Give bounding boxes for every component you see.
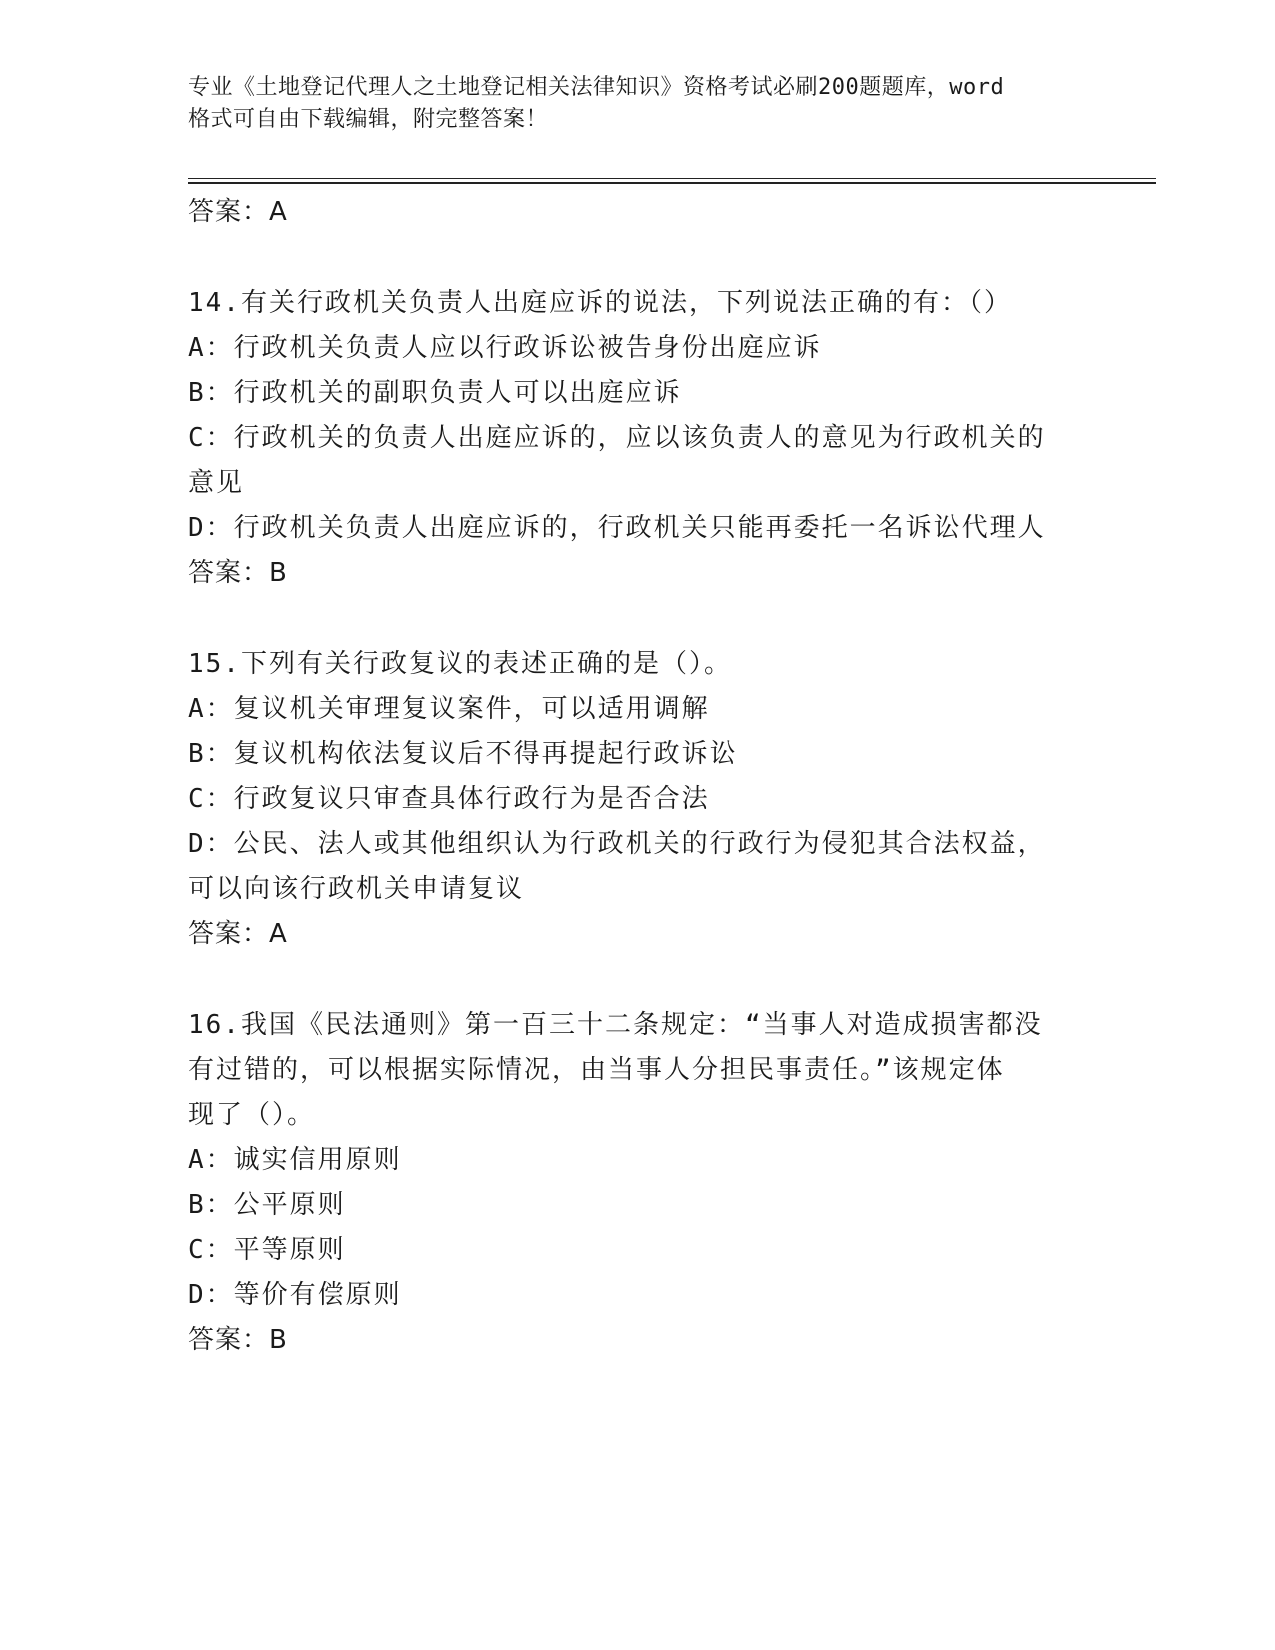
option-d: D：等价有偿原则 — [188, 1280, 402, 1310]
header-line: 格式可自由下载编辑，附完整答案！ — [188, 107, 549, 132]
option-d: D：公民、法人或其他组织认为行政机关的行政行为侵犯其合法权益， — [188, 829, 1046, 859]
question-stem-continued: 有过错的，可以根据实际情况，由当事人分担民事责任。”该规定体 — [188, 1055, 1005, 1085]
option-a: A：诚实信用原则 — [188, 1145, 402, 1175]
answer-line: 答案：B — [188, 1325, 288, 1355]
option-d-continued: 可以向该行政机关申请复议 — [188, 874, 525, 904]
option-d: D：行政机关负责人出庭应诉的，行政机关只能再委托一名诉讼代理人 — [188, 513, 1046, 543]
answer-line: 答案：A — [188, 197, 288, 227]
option-b: B：复议机构依法复议后不得再提起行政诉讼 — [188, 739, 738, 769]
header-divider — [188, 178, 1156, 179]
question-stem: 14.有关行政机关负责人出庭应诉的说法，下列说法正确的有：（） — [188, 288, 1012, 318]
option-c: C：行政机关的负责人出庭应诉的，应以该负责人的意见为行政机关的 — [188, 423, 1046, 453]
answer-line: 答案：B — [188, 558, 288, 588]
question-block — [188, 1003, 1088, 1363]
option-c: C：平等原则 — [188, 1235, 346, 1265]
question-block — [188, 281, 1088, 596]
question-block — [188, 642, 1088, 957]
option-b: B：公平原则 — [188, 1190, 346, 1220]
header-line: 专业《土地登记代理人之土地登记相关法律知识》资格考试必刷200题题库，word — [188, 75, 1005, 100]
question-stem: 16.我国《民法通则》第一百三十二条规定：“当事人对造成损害都没 — [188, 1010, 1043, 1040]
option-c: C：行政复议只审查具体行政行为是否合法 — [188, 784, 710, 814]
option-c-continued: 意见 — [188, 468, 245, 498]
option-a: A：行政机关负责人应以行政诉讼被告身份出庭应诉 — [188, 333, 822, 363]
option-b: B：行政机关的副职负责人可以出庭应诉 — [188, 378, 682, 408]
question-stem-continued: 现了（）。 — [188, 1100, 316, 1130]
document-header — [188, 72, 1088, 136]
header-divider — [188, 182, 1156, 184]
question-stem: 15.下列有关行政复议的表述正确的是（）。 — [188, 649, 732, 679]
option-a: A：复议机关审理复议案件，可以适用调解 — [188, 694, 710, 724]
answer-line: 答案：A — [188, 919, 288, 949]
question-list — [188, 190, 1088, 1363]
